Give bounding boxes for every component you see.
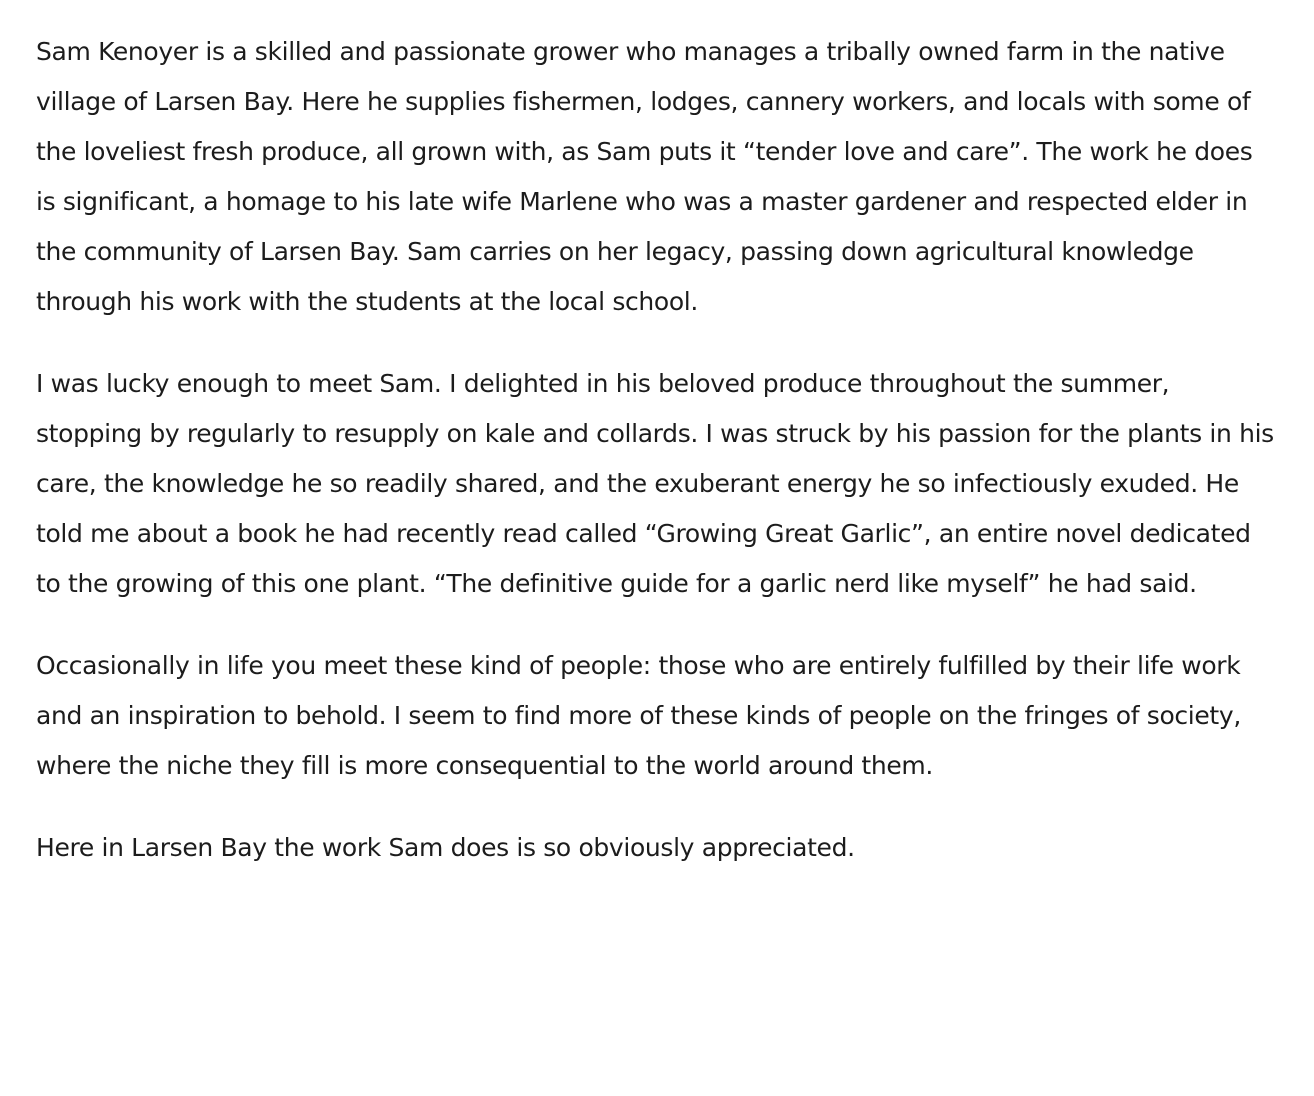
article-body <box>36 27 1276 905</box>
paragraph-sam-intro: Sam Kenoyer is a skilled and passionate grower who manages a tribally owned farm in the native village of Larsen Bay. Here he supplies fishermen, lodges, cannery workers, and locals with some of the loveliest fresh produce, all grown with, as Sam puts it “tender love and care”. The work he does is significant, a homage to his late wife Marlene who was a master gardener and respected elder in the community of Larsen Bay. Sam carries on her legacy, passing down agricultural knowledge through his work with the students at the local school. <box>36 37 1253 316</box>
paragraph-reflection: Occasionally in life you meet these kind of people: those who are entirely fulfilled by their life work and an inspiration to behold. I seem to find more of these kinds of people on the fringes of society, where the niche they fill is more consequential to the world around them. <box>36 651 1241 780</box>
paragraph-closing: Here in Larsen Bay the work Sam does is so obviously appreciated. <box>36 833 855 862</box>
paragraph-meeting-sam: I was lucky enough to meet Sam. I delighted in his beloved produce throughout the summer, stopping by regularly to resupply on kale and collards. I was struck by his passion for the plants in his care, the knowledge he so readily shared, and the exuberant energy he so infectiously exuded. He told me about a book he had recently read called “Growing Great Garlic”, an entire novel dedicated to the growing of this one plant. “The definitive guide for a garlic nerd like myself” he had said. <box>36 369 1274 598</box>
